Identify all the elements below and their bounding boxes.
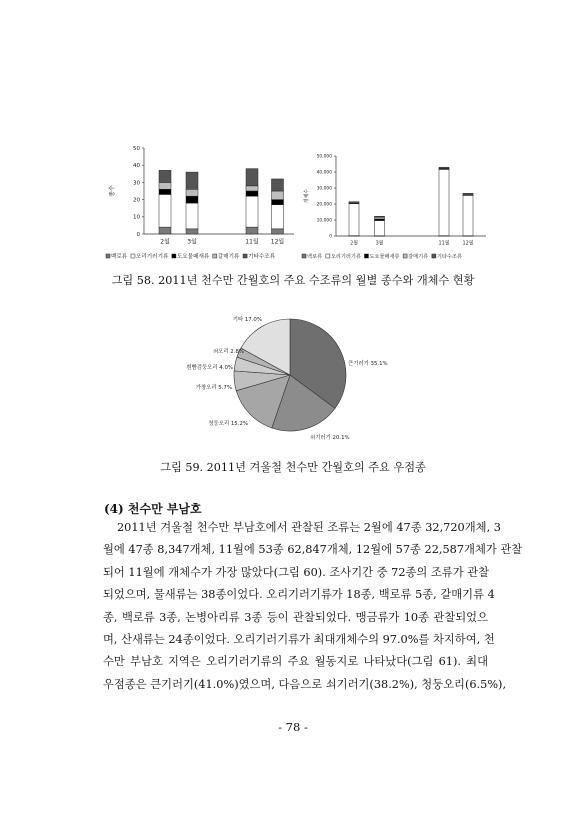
body-paragraph [103, 517, 523, 696]
bar-segment [159, 182, 171, 189]
y-tick-label: 30 [133, 180, 140, 187]
bar-segment [159, 189, 171, 194]
y-axis-label: 개체수 [304, 188, 310, 204]
pie-slice-label: 흰뺨검둥오리 4.0% [186, 365, 233, 371]
x-tick-label: 3월 [375, 240, 384, 247]
y-tick-label: 10,000 [316, 218, 332, 224]
pie-slice-label: 쇠기러기 20.1% [310, 435, 350, 441]
legend-swatch [106, 254, 110, 258]
bar-segment [186, 196, 198, 203]
x-tick-label: 2월 [350, 240, 358, 247]
species-count-chart [104, 138, 294, 266]
page-number: - 78 - [278, 720, 308, 734]
bar-segment [272, 200, 284, 205]
bar-segment [246, 196, 258, 227]
bar-segment [272, 191, 284, 200]
legend-swatch [131, 254, 135, 258]
bar-segment [159, 170, 171, 182]
legend-swatch [302, 254, 306, 258]
legend-label: 백로류 [111, 254, 128, 260]
legend-label: 오리기러기류 [330, 254, 361, 260]
bar-segment [246, 186, 258, 191]
bar-segment [186, 203, 198, 229]
paragraph-line: 되어 11월에 개체수가 가장 많았다(그림 60). 조사기간 중 72종의 조류가 관찰 [103, 565, 490, 579]
pie-slice-label: 청둥오리 15.2% [208, 421, 248, 427]
bar-segment [463, 193, 473, 194]
pie-slice-label: 가창오리 5.7% [195, 385, 232, 391]
y-axis-label: 종수 [109, 185, 116, 197]
bar-segment [439, 167, 449, 168]
y-tick-label: 20 [133, 197, 140, 204]
x-tick-label: 11월 [438, 240, 450, 247]
legend-swatch [403, 254, 407, 258]
x-tick-label: 12월 [270, 238, 285, 246]
legend-label: 백로류 [307, 254, 323, 260]
y-tick-label: 10 [133, 214, 140, 221]
y-tick-label: 40 [133, 163, 140, 170]
y-tick-label: 0 [136, 231, 140, 238]
bar-segment [186, 189, 198, 196]
bar-segment [272, 179, 284, 191]
bar-segment [349, 204, 359, 236]
y-tick-label: 0 [329, 234, 332, 240]
paragraph-line: 며, 산새류는 24종이었다. 오리기러기류가 최대개체수의 97.0%를 차지하여, 천 [103, 633, 495, 647]
paragraph-line: 우점종은 큰기러기(41.0%)였으며, 다음으로 쇠기러기(38.2%), 청둥오리(6.5%), [103, 677, 507, 691]
x-tick-label: 11월 [245, 238, 259, 246]
pie-slice-label: 기타 17.0% [232, 317, 262, 323]
y-tick-label: 40,000 [316, 170, 332, 176]
bar-segment [439, 169, 449, 235]
legend-swatch [243, 254, 247, 258]
paragraph-line: 수만 부남호 지역은 오리기러기류의 주요 월동지로 나타났다(그림 61). 최대 [103, 655, 488, 669]
bar-segment [272, 229, 284, 234]
legend-label: 갈매기류 [408, 254, 429, 260]
x-tick-label: 3월 [187, 238, 197, 246]
y-tick-label: 50 [133, 145, 140, 152]
legend-label: 오리기러기류 [135, 254, 169, 260]
section-title: (4) 천수만 부남호 [104, 502, 202, 516]
pie-slice-label: 쇠오리 2.8% [212, 349, 244, 355]
bar-segment [349, 202, 359, 203]
bar-segment [186, 229, 198, 234]
legend-swatch [432, 254, 436, 258]
bar-segment [246, 169, 258, 186]
legend-label: 도요물떼새류 [369, 254, 400, 260]
paragraph-line: 월에 47종 8,347개체, 11월에 53종 62,847개체, 12월에 57종 22,587개체가 관찰 [103, 543, 523, 557]
bar-segment [375, 221, 385, 236]
bar-segment [159, 194, 171, 227]
legend-swatch [213, 254, 217, 258]
bar-segment [186, 172, 198, 189]
bar-segment [246, 191, 258, 196]
bar-segment [246, 227, 258, 234]
legend-label: 갈매기류 [217, 254, 240, 260]
y-tick-label: 30,000 [316, 186, 332, 192]
bar-segment [272, 205, 284, 229]
figure-58-caption: 그림 58. 2011년 천수만 간월호의 주요 수조류의 월별 종수와 개체수 현황 [111, 274, 475, 287]
paragraph-line: 종, 백로류 3종, 논병아리류 3종 등이 관찰되었다. 맹금류가 10종 관찰되었으 [103, 610, 488, 624]
x-tick-label: 12월 [462, 240, 474, 247]
y-tick-label: 20,000 [316, 202, 332, 208]
y-tick-label: 50,000 [316, 154, 332, 160]
legend-swatch [364, 254, 368, 258]
bar-segment [375, 217, 385, 219]
legend-label: 도요물떼새류 [176, 254, 210, 260]
bar-segment [463, 195, 473, 235]
legend-swatch [172, 254, 176, 258]
legend-label: 기타수조류 [248, 254, 276, 260]
legend-label: 기타수조류 [436, 254, 462, 260]
bar-segment [159, 227, 171, 234]
paragraph-line: 되었으며, 물새류는 38종이었다. 오리기러기류가 18종, 백로류 5종, 갈매기류 4 [103, 588, 495, 602]
pie-slice-label: 큰기러기 35.1% [348, 361, 388, 367]
individual-count-chart [298, 148, 488, 266]
paragraph-line: 2011년 겨울철 천수만 부남호에서 관찰된 조류는 2월에 47종 32,720개체, 3 [117, 521, 501, 534]
dominant-species-pie-chart [150, 312, 440, 452]
figure-59-caption: 그림 59. 2011년 겨울철 천수만 간월호의 주요 우점종 [160, 461, 426, 474]
x-tick-label: 2월 [160, 238, 170, 246]
legend-swatch [326, 254, 330, 258]
bar-segment [375, 216, 385, 217]
